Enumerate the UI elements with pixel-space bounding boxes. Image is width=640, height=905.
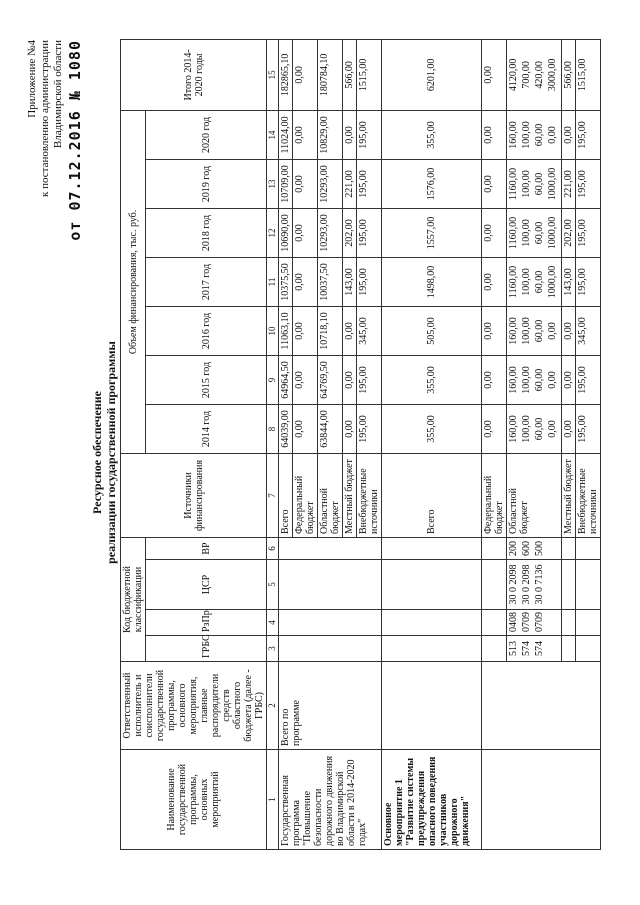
col-year-2016: 2016 год [146,306,267,355]
code-value: 30 0 7136 [534,564,545,605]
total-cell: 1515,00 [576,39,601,110]
value-stack-2017 [507,257,562,306]
appendix-label: Приложение №4 [26,40,38,118]
value-cell: 0,00 [482,110,507,159]
value-cell: 11024,00 [279,110,293,159]
source-label: Местный бюджет [562,453,576,537]
source-label: Всего [279,453,293,537]
value-cell: 0,00 [562,404,576,453]
value-cell: 0,00 [547,126,558,144]
source-label: Федеральный бюджет [482,453,507,537]
table-row [279,39,293,849]
col-number: 14 [267,110,279,159]
col-volume: Объем финансирования, тыс. руб. [121,110,146,453]
value-cell: 0,00 [562,355,576,404]
value-stack-2020 [507,110,562,159]
value-cell: 1557,00 [382,208,482,257]
value-stack-2014 [507,404,562,453]
value-cell: 0,00 [343,404,357,453]
value-cell: 60,00 [534,270,545,294]
col-number: 7 [267,453,279,537]
value-cell: 60,00 [534,368,545,392]
value-cell: 195,00 [357,208,382,257]
code-value: 574 [521,641,532,656]
value-cell: 195,00 [357,257,382,306]
value-cell: 0,00 [293,208,318,257]
value-cell: 221,00 [343,159,357,208]
value-cell: 63844,00 [318,404,343,453]
col-year-2019: 2019 год [146,159,267,208]
col-number: 4 [267,610,279,636]
total-stack [507,39,562,110]
value-cell: 0,00 [482,355,507,404]
total-cell: 0,00 [293,39,318,110]
col-rzpr: РзПр [146,610,267,636]
column-number-row [267,39,279,849]
value-cell: 160,00 [508,317,519,345]
value-cell: 10037,50 [318,257,343,306]
value-cell: 1000,00 [547,265,558,299]
source-label: Внебюджетные источники [357,453,382,537]
total-cell: 1515,00 [357,39,382,110]
value-cell: 60,00 [534,221,545,245]
col-number: 3 [267,636,279,662]
total-cell: 180784,10 [318,39,343,110]
total-cell: 182865,10 [279,39,293,110]
value-cell: 355,00 [382,355,482,404]
value-cell: 100,00 [521,121,532,149]
value-cell: 202,00 [562,208,576,257]
value-cell: 1000,00 [547,216,558,250]
value-cell: 0,00 [482,404,507,453]
value-cell: 100,00 [521,268,532,296]
value-cell: 100,00 [521,317,532,345]
col-number: 1 [267,750,279,850]
value-cell: 0,00 [482,257,507,306]
value-cell: 1160,00 [508,216,519,250]
col-number: 8 [267,404,279,453]
col-year-2015: 2015 год [146,355,267,404]
value-cell: 160,00 [508,415,519,443]
value-cell: 10709,00 [279,159,293,208]
value-cell: 355,00 [382,404,482,453]
total-cell: 700,00 [521,61,532,89]
grbs-codes [507,636,562,662]
value-cell: 10293,00 [318,159,343,208]
code-value: 513 [508,641,519,656]
col-number: 9 [267,355,279,404]
value-cell: 1000,00 [547,167,558,201]
code-value: 500 [534,541,545,556]
source-label: Областной бюджет [507,453,562,537]
value-cell: 60,00 [534,319,545,343]
value-cell: 143,00 [562,257,576,306]
value-cell: 60,00 [534,172,545,196]
value-cell: 10293,00 [318,208,343,257]
code-value: 0709 [521,612,532,632]
value-stack-2016 [507,306,562,355]
col-number: 6 [267,537,279,559]
value-cell: 0,00 [293,306,318,355]
code-value: 600 [521,541,532,556]
value-cell: 1498,00 [382,257,482,306]
total-cell: 0,00 [482,39,507,110]
value-cell: 0,00 [482,306,507,355]
value-cell: 0,00 [482,159,507,208]
source-label: Внебюджетные источники [576,453,601,537]
value-cell: 0,00 [293,355,318,404]
value-cell: 0,00 [293,110,318,159]
table-row [382,39,482,849]
value-cell: 195,00 [576,110,601,159]
col-responsible: Ответственный исполнитель и соисполнители государственной программы, основного мероприятия, главные распорядители средств областного бюджета (далее - ГРБС) [121,662,267,750]
value-cell: 202,00 [343,208,357,257]
code-value: 0408 [508,612,519,632]
value-cell: 0,00 [547,371,558,389]
total-cell: 566,00 [343,39,357,110]
resource-table [120,39,601,850]
total-cell: 4120,00 [508,58,519,92]
document-title: Ресурсное обеспечение [90,391,104,514]
col-year-2018: 2018 год [146,208,267,257]
value-cell: 160,00 [508,121,519,149]
col-number: 12 [267,208,279,257]
value-cell: 505,00 [382,306,482,355]
measure1-name: Основное мероприятие 1 "Развитие системы предупреждения опасного поведения участников дорожного движения" [382,750,482,850]
value-cell: 0,00 [343,306,357,355]
value-cell: 0,00 [482,208,507,257]
value-stack-2019 [507,159,562,208]
document-subtitle: реализации государственной программы [104,341,118,564]
vr-codes [507,537,562,559]
total-cell: 6201,00 [382,39,482,110]
value-cell: 0,00 [547,420,558,438]
value-stack-2018 [507,208,562,257]
value-cell: 195,00 [576,159,601,208]
value-cell: 0,00 [293,404,318,453]
total-cell: 3000,00 [547,58,558,92]
col-name: Наименование государственной программы, основных мероприятий [121,750,267,850]
value-cell: 345,00 [576,306,601,355]
col-year-2014: 2014 год [146,404,267,453]
col-number: 5 [267,560,279,610]
value-cell: 0,00 [562,110,576,159]
value-cell: 1160,00 [508,167,519,201]
value-cell: 195,00 [576,257,601,306]
value-cell: 0,00 [343,355,357,404]
col-budget-code: Код бюджетной классификации [121,537,146,661]
value-cell: 60,00 [534,417,545,441]
value-cell: 143,00 [343,257,357,306]
value-cell: 100,00 [521,366,532,394]
total-cell: 566,00 [562,39,576,110]
source-label: Федеральный бюджет [293,453,318,537]
value-cell: 195,00 [357,110,382,159]
value-cell: 10375,50 [279,257,293,306]
value-cell: 195,00 [576,208,601,257]
value-cell: 195,00 [576,404,601,453]
rzpr-codes [507,610,562,636]
value-cell: 0,00 [343,110,357,159]
table-row [482,39,507,849]
col-number: 15 [267,39,279,110]
value-cell: 10690,00 [279,208,293,257]
value-cell: 221,00 [562,159,576,208]
value-cell: 11063,10 [279,306,293,355]
col-number: 10 [267,306,279,355]
value-cell: 195,00 [357,355,382,404]
value-cell: 1576,00 [382,159,482,208]
program-name: Государственная программа "Повышение безопасности дорожного движения во Владимирской области в 2014-2020 годах" [279,750,382,850]
value-cell: 195,00 [357,159,382,208]
value-cell: 64769,50 [318,355,343,404]
col-grbs: ГРБС [146,636,267,662]
source-label: Всего [382,453,482,537]
code-value: 0709 [534,612,545,632]
source-label: Местный бюджет [343,453,357,537]
col-number: 11 [267,257,279,306]
code-value: 30 0 2098 [521,564,532,605]
value-cell: 60,00 [534,123,545,147]
csr-codes [507,560,562,610]
resolution-label: к постановлению администрации [39,40,51,197]
value-cell: 64964,50 [279,355,293,404]
value-cell: 345,00 [357,306,382,355]
value-cell: 100,00 [521,415,532,443]
value-cell: 10718,10 [318,306,343,355]
value-cell: 1160,00 [508,265,519,299]
value-cell: 160,00 [508,366,519,394]
value-cell: 100,00 [521,170,532,198]
value-cell: 195,00 [357,404,382,453]
value-cell: 0,00 [562,306,576,355]
code-value: 200 [508,541,519,556]
col-year-2020: 2020 год [146,110,267,159]
value-cell: 355,00 [382,110,482,159]
value-stack-2015 [507,355,562,404]
col-csr: ЦСР [146,560,267,610]
col-number: 13 [267,159,279,208]
value-cell: 0,00 [293,159,318,208]
col-number: 2 [267,662,279,750]
col-vr: ВР [146,537,267,559]
col-total: Итого 2014-2020 годы [121,39,267,110]
value-cell: 195,00 [576,355,601,404]
source-label: Областной бюджет [318,453,343,537]
code-value: 30 0 2098 [508,564,519,605]
total-cell: 420,00 [534,61,545,89]
code-value: 574 [534,641,545,656]
document-number: от 07.12.2016 № 1080 [66,40,84,241]
value-cell: 10829,00 [318,110,343,159]
region-label: Владимирской области [52,40,64,149]
value-cell: 0,00 [547,322,558,340]
program-responsible: Всего по программе [279,662,382,750]
col-sources: Источники финансирования [121,453,267,537]
value-cell: 64039,00 [279,404,293,453]
value-cell: 0,00 [293,257,318,306]
value-cell: 100,00 [521,219,532,247]
col-year-2017: 2017 год [146,257,267,306]
